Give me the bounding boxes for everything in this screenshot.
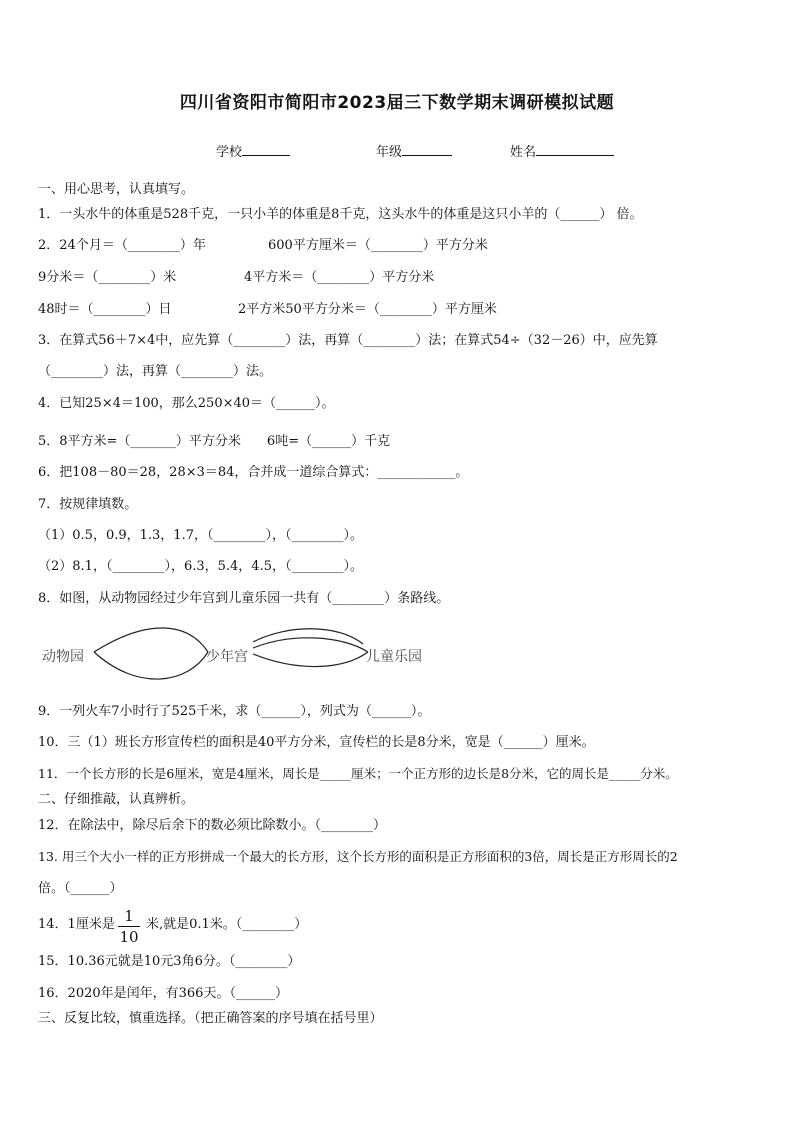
name-label: 姓名 (510, 145, 537, 160)
question-1: 1．一头水牛的体重是528千克，一只小羊的体重是8千克，这头水牛的体重是这只小羊的（______） 倍。 (38, 207, 643, 222)
question-5: 5．8平方米=（_______）平方分米 6吨=（______）千克 (38, 434, 391, 449)
school-field (216, 141, 290, 160)
question-2c: 9分米＝（________）米 (38, 270, 177, 285)
fraction-denominator: 10 (119, 928, 139, 946)
question-15: 15．10.36元就是10元3角6分。（________） (38, 954, 301, 969)
page-title: 四川省资阳市简阳市2023届三下数学期末调研模拟试题 (179, 93, 615, 113)
question-8: 8．如图，从动物园经过少年宫到儿童乐园一共有（________）条路线。 (38, 591, 450, 606)
question-14-suffix: 米,就是0.1米。（________） (146, 917, 308, 932)
name-blank[interactable] (536, 142, 614, 156)
section-1-heading: 一、用心思考，认真填写。 (38, 182, 195, 197)
name-field (510, 141, 614, 160)
question-12: 12．在除法中，除尽后余下的数必须比除数小。（________） (38, 818, 387, 833)
question-3-line2: （________）法，再算（________）法。 (38, 364, 273, 379)
question-7: 7．按规律填数。 (38, 497, 138, 512)
school-blank[interactable] (242, 142, 290, 156)
question-2a: 2．24个月＝（________）年 (38, 238, 206, 253)
section-3-heading: 三、反复比较，慎重选择。（把正确答案的序号填在括号里） (38, 1011, 383, 1026)
youth-palace-label: 少年宫 (206, 649, 248, 665)
question-16: 16．2020年是闰年，有366天。（______） (38, 986, 288, 1001)
section-2-heading: 二、仔细推敲，认真辨析。 (38, 792, 195, 807)
question-3-line1: 3．在算式56＋7×4中，应先算（________）法，再算（________）法；在算式54÷（32－26）中，应先算 (38, 333, 658, 348)
question-10: 10．三（1）班长方形宣传栏的面积是40平方分米，宣传栏的长是8分米，宽是（______）厘米。 (38, 735, 595, 750)
fraction-one-tenth (118, 908, 140, 945)
school-label: 学校 (216, 145, 243, 160)
amusement-park-label: 儿童乐园 (366, 649, 422, 665)
route-diagram (38, 622, 458, 684)
question-7-1: （1）0.5，0.9，1.3，1.7，（________），（________）。 (38, 528, 363, 543)
zoo-label: 动物园 (42, 649, 84, 665)
question-2d: 4平方米＝（________）平方分米 (244, 270, 435, 285)
grade-label: 年级 (376, 145, 403, 160)
question-9: 9．一列火车7小时行了525千米，求（______），列式为（______）。 (38, 704, 431, 719)
grade-blank[interactable] (402, 142, 452, 156)
question-7-2: （2）8.1，（________），6.3，5.4，4.5，（________）。 (38, 559, 363, 574)
question-13-line2: 倍。（______） (38, 881, 123, 896)
question-2e: 48时＝（________）日 (38, 302, 172, 317)
question-13-line1: 13. 用三个大小一样的正方形拼成一个最大的长方形，这个长方形的面积是正方形面积的3倍，周长是正方形周长的2 (38, 849, 678, 864)
question-2f: 2平方米50平方分米＝（________）平方厘米 (238, 302, 497, 317)
fraction-numerator: 1 (118, 908, 140, 927)
question-6: 6．把108－80＝28，28×3＝84，合并成一道综合算式：____________。 (38, 465, 469, 480)
grade-field (376, 141, 452, 160)
question-14-prefix: 14．1厘米是 (38, 917, 115, 932)
question-11: 11．一个长方形的长是6厘米，宽是4厘米，周长是_____厘米；一个正方形的边长是8分米，它的周长是_____分米。 (38, 766, 678, 781)
question-4: 4．已知25×4＝100，那么250×40＝（______）。 (38, 396, 335, 411)
question-2b: 600平方厘米＝（________）平方分米 (268, 238, 488, 253)
